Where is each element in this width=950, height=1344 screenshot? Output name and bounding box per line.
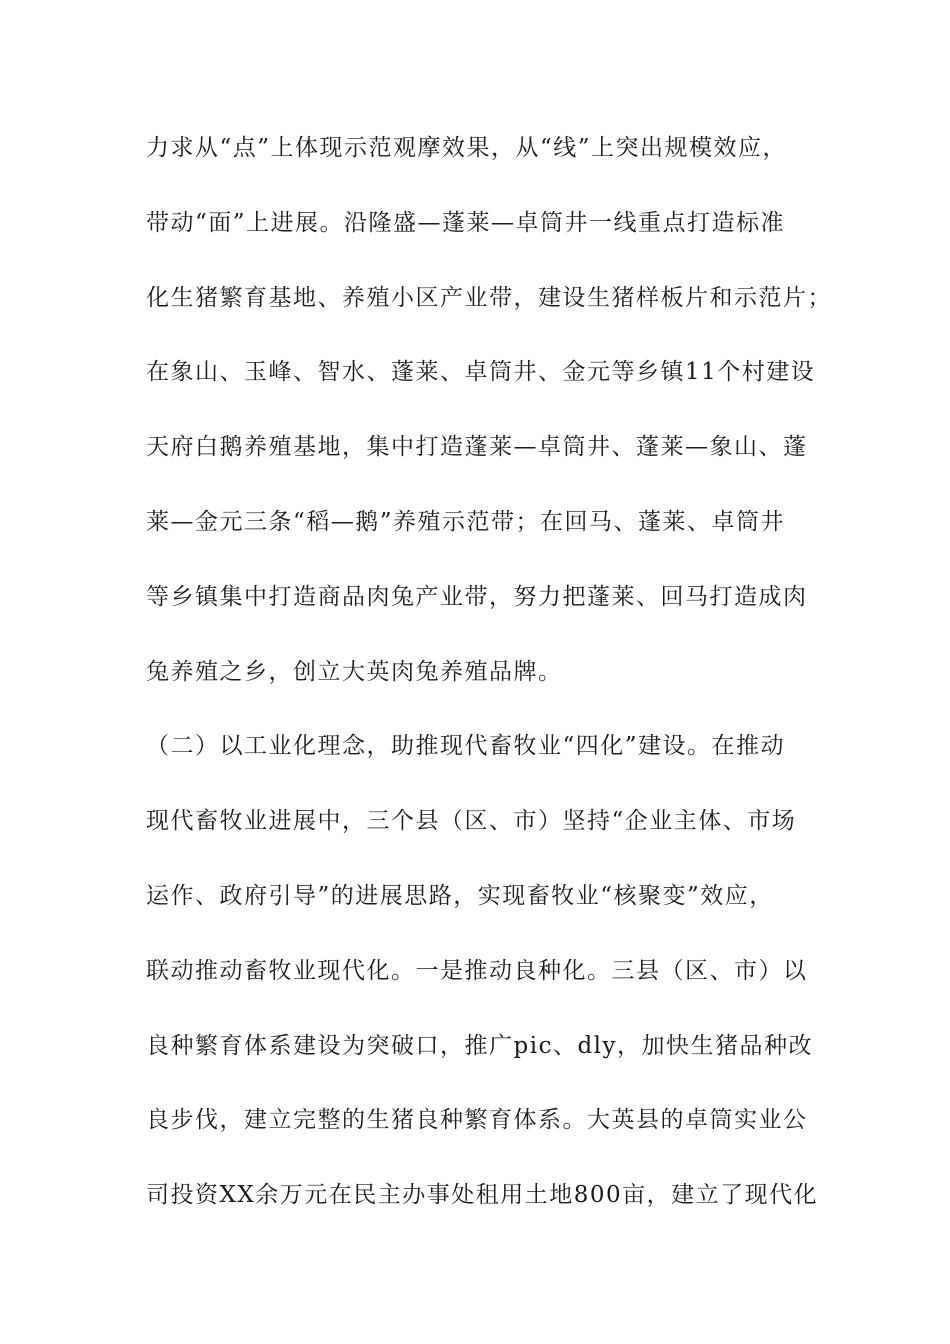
text-line: 联动推动畜牧业现代化。一是推动良种化。三县（区、市）以	[146, 957, 808, 984]
body-text	[146, 128, 836, 1250]
text-line: 司投资XX余万元在民主办事处租用土地800亩，建立了现代化	[146, 1182, 819, 1209]
text-line: 化生猪繁育基地、养殖小区产业带，建设生猪样板片和示范片；	[146, 284, 832, 311]
text-line: 良种繁育体系建设为突破口，推广pic、dly，加快生猪品种改	[146, 1032, 814, 1059]
text-line: 运作、政府引导”的进展思路，实现畜牧业“核聚变”效应，	[146, 882, 774, 909]
text-line: 兔养殖之乡，创立大英肉兔养殖品牌。	[146, 658, 563, 685]
text-line: 在象山、玉峰、智水、蓬莱、卓筒井、金元等乡镇11个村建设	[146, 359, 816, 386]
text-line: 等乡镇集中打造商品肉兔产业带，努力把蓬莱、回马打造成肉	[146, 583, 808, 610]
text-line: 良步伐，建立完整的生猪良种繁育体系。大英县的卓筒实业公	[146, 1107, 808, 1134]
text-line: 莱—金元三条“稻—鹅”养殖示范带；在回马、蓬莱、卓筒井	[146, 508, 786, 535]
section-heading-line: （二）以工业化理念，助推现代畜牧业“四化”建设。在推动	[146, 733, 786, 760]
text-line: 力求从“点”上体现示范观摩效果，从“线”上突出规模效应，	[146, 135, 788, 161]
text-line: 天府白鹅养殖基地，集中打造蓬莱—卓筒井、蓬莱—象山、蓬	[146, 434, 808, 461]
text-line: 带动“面”上进展。沿隆盛—蓬莱—卓筒井一线重点打造标准	[146, 209, 786, 236]
text-line: 现代畜牧业进展中，三个县（区、市）坚持“企业主体、市场	[146, 808, 797, 835]
